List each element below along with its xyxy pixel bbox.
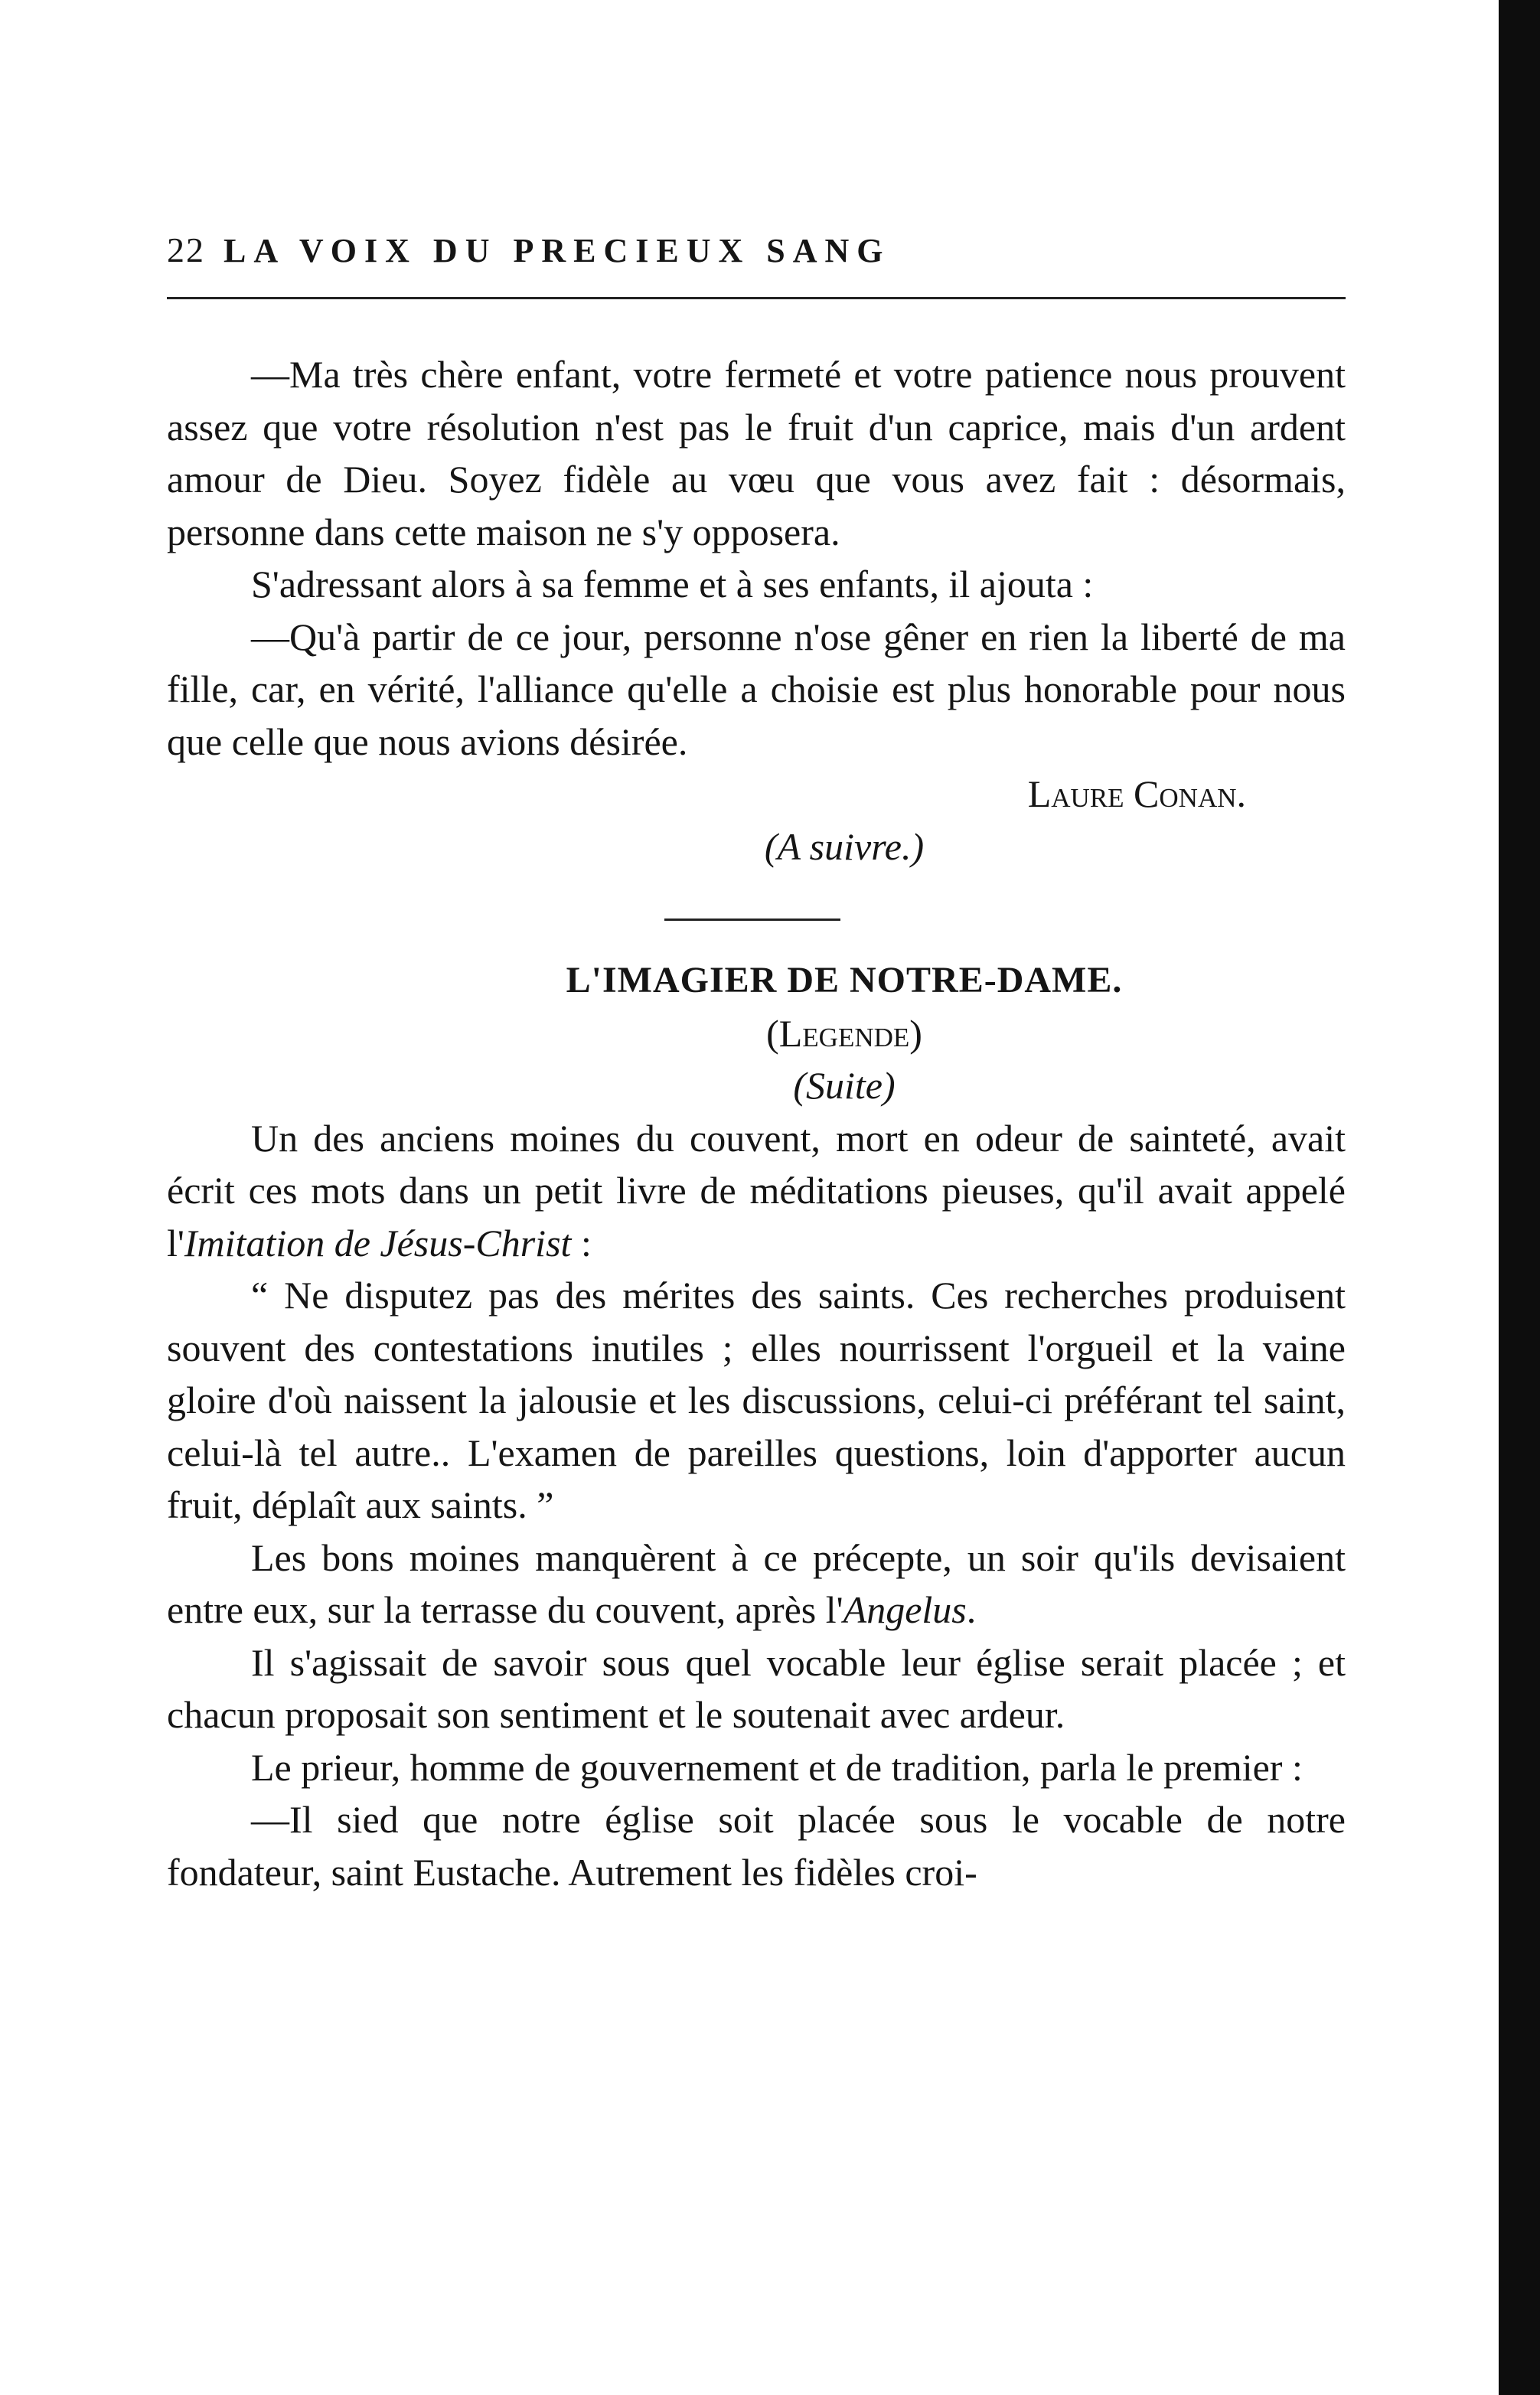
text-column [167, 348, 1346, 1898]
running-title: LA VOIX DU PRECIEUX SANG [223, 232, 891, 269]
paragraph [167, 1532, 1346, 1636]
page [153, 0, 1347, 2395]
paragraph: —Il sied que notre église soit placée sous le vocable de notre fondateur, saint Eustache. Autrement les fidèles croi- [167, 1798, 1346, 1894]
paragraph-text: Un des anciens moines du couvent, mort en odeur de sainteté, avait écrit ces mots dans un petit livre de méditations pieuses, qu'il avait appelé l' [167, 1116, 1346, 1264]
paragraph [167, 1112, 1346, 1270]
italic-term: Angelus [843, 1588, 967, 1631]
paragraph: —Qu'à partir de ce jour, personne n'ose gêner en rien la liberté de ma fille, car, en vérité, l'alliance qu'elle a choisie est plus honorable pour nous que celle que nous avions désirée. [167, 615, 1346, 763]
page-number: 22 [167, 230, 205, 269]
author-signature: Laure Conan. [1027, 772, 1246, 815]
paragraph: —Ma très chère enfant, votre fermeté et votre patience nous prouvent assez que votre résolution n'est pas le fruit d'un caprice, mais d'un ardent amour de Dieu. Soyez fidèle au vœu que vous avez fait : désormais, personne dans cette maison ne s'y opposera. [167, 353, 1346, 553]
header-rule [167, 297, 1346, 299]
article-continuation-note: (Suite) [793, 1064, 896, 1107]
paragraph: S'adressant alors à sa femme et à ses enfants, il ajouta : [251, 563, 1094, 605]
paragraph-text: . [966, 1588, 977, 1631]
paragraph-text: : [571, 1221, 592, 1264]
section-divider [664, 919, 840, 921]
paragraph: Le prieur, homme de gouvernement et de tradition, parla le premier : [251, 1745, 1303, 1789]
to-be-continued-note: (A suivre.) [764, 824, 925, 868]
book-title: Imitation de Jésus-Christ [184, 1221, 572, 1264]
running-header [167, 230, 1346, 283]
paragraph: Il s'agissait de savoir sous quel vocable leur église serait placée ; et chacun proposait son sentiment et le soutenait avec ardeur. [167, 1640, 1346, 1736]
article-title: L'IMAGIER DE NOTRE-DAME. [566, 960, 1123, 1000]
paragraph-text: Les bons moines manquèrent à ce précepte, un soir qu'ils devisaient entre eux, sur la terrasse du couvent, après l' [167, 1535, 1346, 1631]
paragraph: “ Ne disputez pas des mérites des saints. Ces recherches produisent souvent des contestations inutiles ; elles nourrissent l'orgueil et la vaine gloire d'où naissent la jalousie et les discussions, celui-ci préférant tel saint, celui-là tel autre.. L'examen de pareilles questions, loin d'apporter aucun fruit, déplaît aux saints. ” [167, 1274, 1346, 1526]
page-edge-shadow [1499, 0, 1540, 2395]
article-subtitle: (Legende) [766, 1011, 922, 1055]
